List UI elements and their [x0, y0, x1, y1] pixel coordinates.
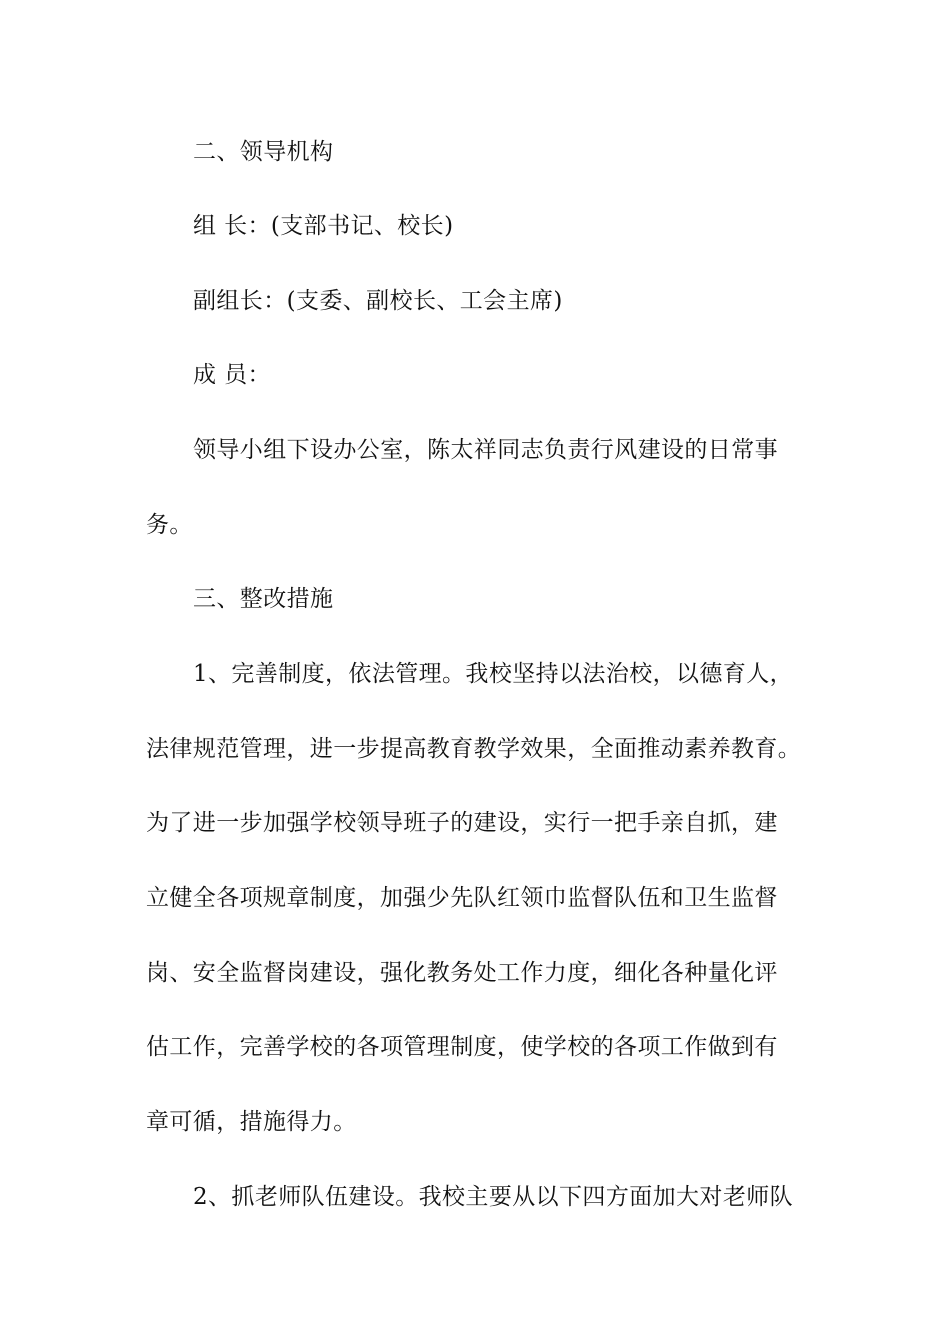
paragraph-office-line-1: 领导小组下设办公室，陈太祥同志负责行风建设的日常事 — [193, 437, 778, 463]
paragraph-1-line-7: 章可循，措施得力。 — [146, 1109, 357, 1135]
paragraph-1-line-4: 立健全各项规章制度，加强少先队红领巾监督队伍和卫生监督 — [146, 885, 778, 911]
section-heading-measures: 三、整改措施 — [193, 586, 334, 612]
paragraph-1-line-6: 估工作，完善学校的各项管理制度，使学校的各项工作做到有 — [146, 1034, 778, 1060]
section-heading-leadership: 二、领导机构 — [193, 139, 334, 165]
paragraph-1-line-2: 法律规范管理，进一步提高教育教学效果，全面推动素养教育。 — [146, 736, 802, 762]
leader-line: 组 长：(支部书记、校长) — [193, 213, 454, 239]
paragraph-1-line-3: 为了进一步加强学校领导班子的建设，实行一把手亲自抓，建 — [146, 810, 778, 836]
deputy-leader-line: 副组长：(支委、副校长、工会主席) — [193, 288, 563, 314]
paragraph-2-line-1: 2、抓老师队伍建设。我校主要从以下四方面加大对老师队 — [193, 1184, 794, 1210]
members-line: 成 员： — [193, 362, 271, 388]
paragraph-1-line-5: 岗、安全监督岗建设，强化教务处工作力度，细化各种量化评 — [146, 960, 778, 986]
paragraph-office-line-2: 务。 — [146, 512, 193, 538]
paragraph-1-line-1: 1、完善制度，依法管理。我校坚持以法治校，以德育人， — [193, 661, 794, 687]
